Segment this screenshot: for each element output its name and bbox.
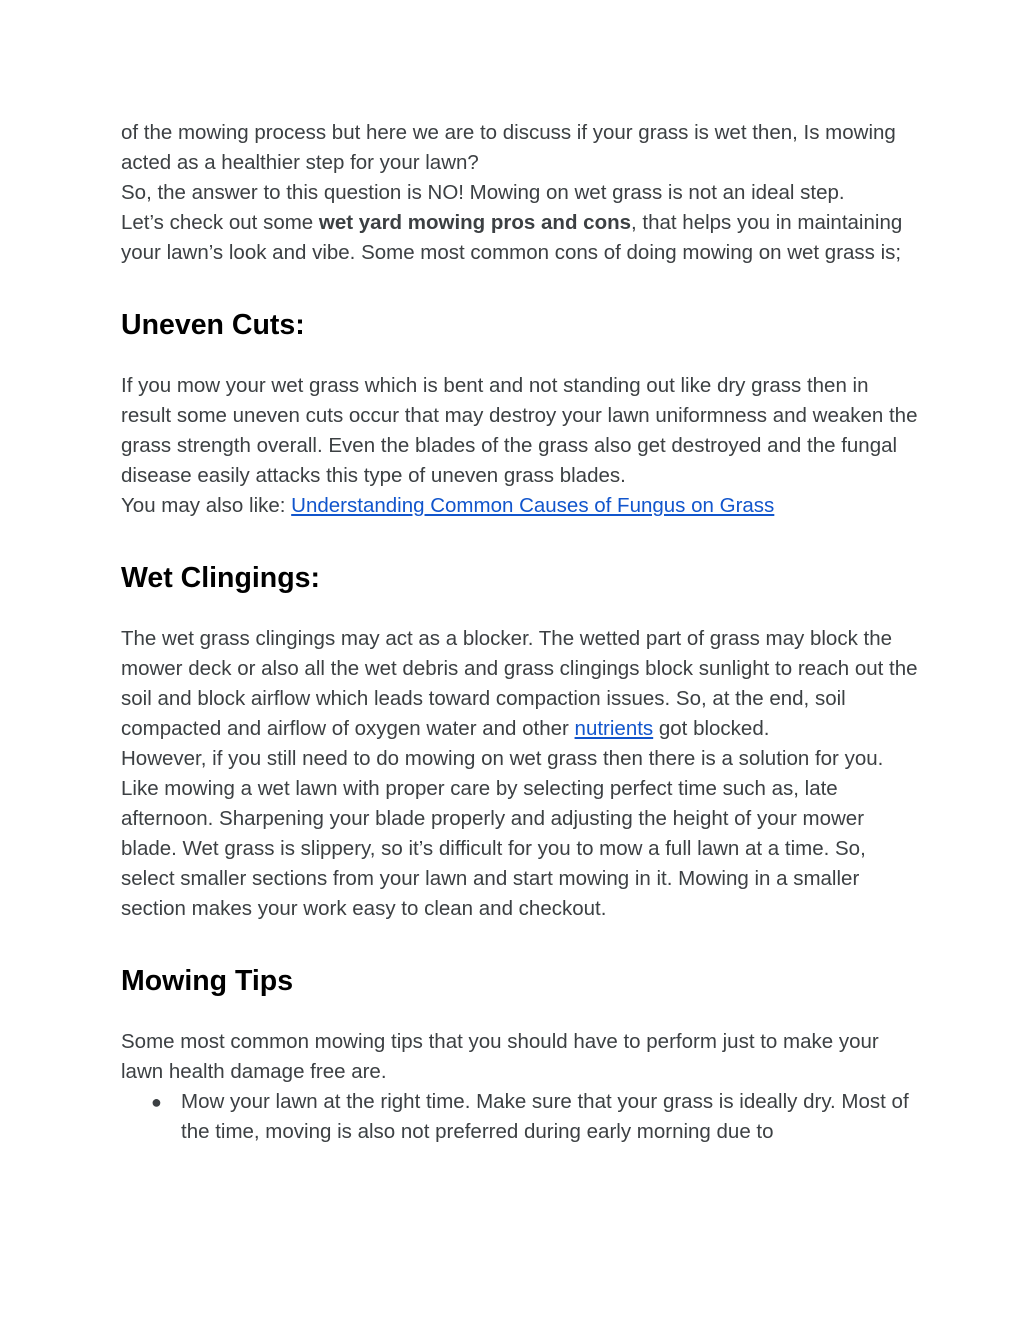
intro-text-before: Let’s check out some	[121, 211, 319, 234]
list-item-text: Mow your lawn at the right time. Make sure that your grass is ideally dry. Most of the time, moving is also not preferred during early morning due to	[181, 1090, 909, 1143]
heading-uneven-cuts: Uneven Cuts:	[121, 309, 305, 341]
mowing-tips-paragraph: Some most common mowing tips that you should have to perform just to make your lawn health damage free are.	[121, 1030, 879, 1083]
wet-clingings-text-before: The wet grass clingings may act as a blocker. The wetted part of grass may block the mower deck or also all the wet debris and grass clingings block sunlight to reach out the soil and block airflow which leads toward compaction issues. So, at the end, soil compacted and airflow of oxygen water and other	[121, 627, 918, 740]
fungus-article-link[interactable]: Understanding Common Causes of Fungus on Grass	[291, 494, 775, 517]
list-item	[121, 1087, 921, 1147]
intro-text-after: , that helps you in maintaining your lawn’s look and vibe. Some most common cons of doing mowing on wet grass is;	[121, 211, 903, 264]
wet-clingings-paragraph-1	[121, 624, 921, 744]
wet-clingings-paragraph-2: However, if you still need to do mowing on wet grass then there is a solution for you. Like mowing a wet lawn with proper care by selecting perfect time such as, late afternoon. Sharpening your blade properly and adjusting the height of your mower blade. Wet grass is slippery, so it’s difficult for you to mow a full lawn at a time. So, select smaller sections from your lawn and start mowing in it. Mowing in a smaller section makes your work easy to clean and checkout.	[121, 747, 884, 920]
wet-clingings-text-after: got blocked.	[653, 717, 770, 740]
intro-paragraph-1: of the mowing process but here we are to discuss if your grass is wet then, Is mowing acted as a healthier step for your lawn?	[121, 121, 896, 174]
intro-paragraph-2: So, the answer to this question is NO! Mowing on wet grass is not an ideal step.	[121, 181, 845, 204]
bullet-icon: ●	[151, 1092, 162, 1112]
intro-paragraph-3	[121, 208, 921, 268]
mowing-tips-list	[121, 1087, 921, 1147]
also-like-line	[121, 491, 921, 521]
nutrients-link[interactable]: nutrients	[574, 717, 654, 740]
intro-bold-phrase: wet yard mowing pros and cons	[318, 211, 632, 234]
heading-mowing-tips: Mowing Tips	[121, 965, 294, 997]
uneven-cuts-paragraph: If you mow your wet grass which is bent and not standing out like dry grass then in result some uneven cuts occur that may destroy your lawn uniformness and weaken the grass strength overall. Even the blades of the grass also get destroyed and the fungal disease easily attacks this type of uneven grass blades.	[121, 374, 918, 487]
heading-wet-clingings: Wet Clingings:	[121, 562, 320, 594]
document-page	[121, 118, 921, 1147]
also-like-prefix: You may also like:	[121, 494, 292, 517]
